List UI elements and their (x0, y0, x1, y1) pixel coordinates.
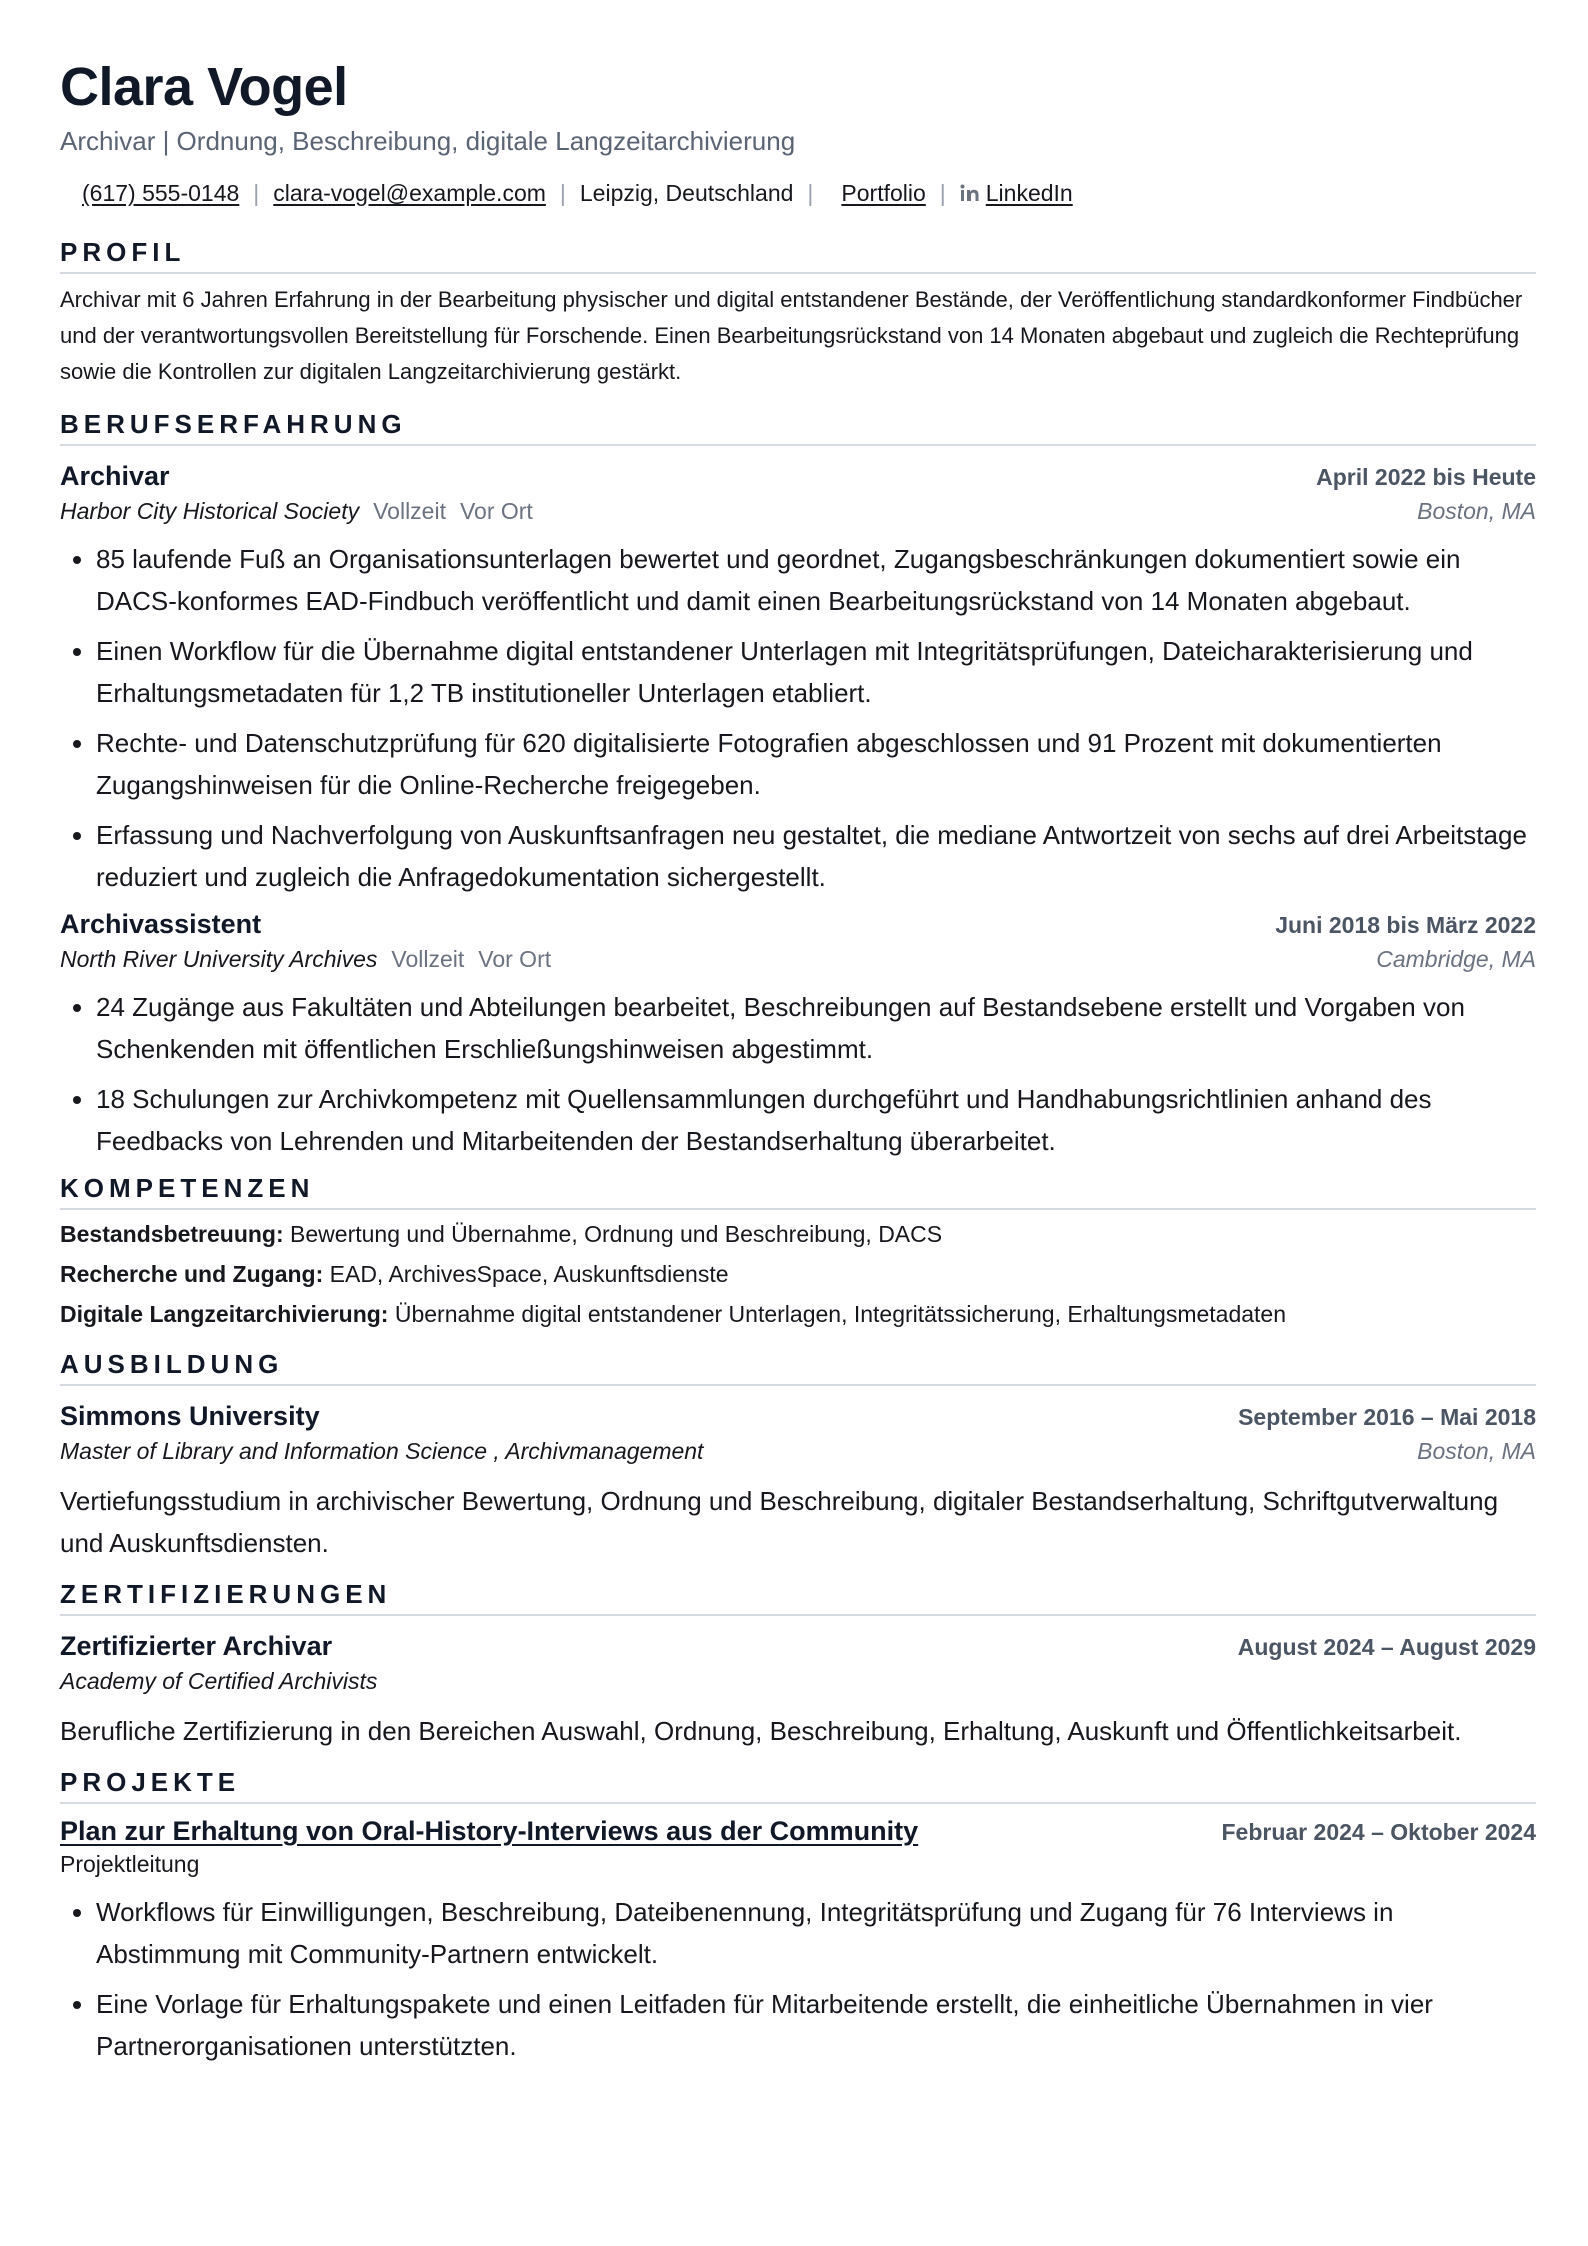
job-entry (60, 458, 1536, 898)
project-role: Projektleitung (60, 1851, 200, 1877)
job-dates: April 2022 bis Heute (1316, 464, 1536, 490)
job-bullets (60, 986, 1536, 1162)
certification-issuer: Academy of Certified Archivists (60, 1668, 378, 1694)
job-entry (60, 906, 1536, 1162)
skill-value: Übernahme digital entstandener Unterlagen, Integritätssicherung, Erhaltungsmetadaten (394, 1301, 1287, 1327)
skill-line (60, 1214, 1536, 1254)
job-location: Boston, MA (1417, 498, 1536, 524)
section-title-experience: BERUFSERFAHRUNG (60, 408, 1536, 446)
linkedin-link[interactable]: LinkedIn (985, 180, 1073, 206)
job-type: Vollzeit (391, 946, 465, 972)
certification-name: Zertifizierter Archivar (60, 1631, 333, 1661)
list-item: • Rechte- und Datenschutzprüfung für 620 digitalisierte Fotografien abgeschlossen und 91 Prozent mit dokumentierten Zugangshinweisen für die Online-Recherche freigegeben. (96, 722, 1536, 806)
separator: | (253, 180, 260, 206)
portfolio-link[interactable]: Portfolio (841, 180, 926, 206)
section-title-projects: PROJEKTE (60, 1766, 1536, 1804)
section-title-profile: PROFIL (60, 236, 1536, 274)
education-section (60, 1348, 1536, 1564)
separator: | (939, 180, 946, 206)
job-organization: North River University Archives (60, 946, 378, 972)
projects-section (60, 1766, 1536, 2067)
project-bullets (60, 1891, 1536, 2067)
skill-label: Recherche und Zugang: (60, 1261, 324, 1287)
job-dates: Juni 2018 bis März 2022 (1275, 912, 1536, 938)
section-title-certifications: ZERTIFIZIERUNGEN (60, 1578, 1536, 1616)
list-item: • 85 laufende Fuß an Organisationsunterlagen bewertet und geordnet, Zugangsbeschränkungen dokumentiert sowie ein DACS-konformes EAD-Findbuch veröffentlicht und damit einen Bearbeitungsrückstand von 14 Monaten abgebaut. (96, 538, 1536, 622)
degree: Master of Library and Information Science , Archivmanagement (60, 1438, 704, 1464)
job-title: Archivar (60, 461, 170, 491)
section-title-education: AUSBILDUNG (60, 1348, 1536, 1386)
skills-section (60, 1172, 1536, 1334)
location-text: Leipzig, Deutschland (579, 180, 794, 206)
job-mode: Vor Ort (459, 498, 533, 524)
project-title-link[interactable]: Plan zur Erhaltung von Oral-History-Interviews aus der Community (60, 1816, 919, 1846)
candidate-name: Clara Vogel (60, 57, 348, 117)
job-location: Cambridge, MA (1376, 946, 1536, 972)
job-organization: Harbor City Historical Society (60, 498, 360, 524)
skill-label: Digitale Langzeitarchivierung: (60, 1301, 389, 1327)
linkedin-icon (960, 184, 980, 202)
headline: Archivar | Ordnung, Beschreibung, digitale Langzeitarchivierung (60, 126, 796, 156)
contact-bar (60, 178, 1536, 208)
job-type: Vollzeit (373, 498, 446, 524)
project-dates: Februar 2024 – Oktober 2024 (1221, 1819, 1536, 1845)
list-item: • 18 Schulungen zur Archivkompetenz mit Quellensammlungen durchgeführt und Handhabungsrichtlinien anhand des Feedbacks von Lehrenden und Mitarbeitenden der Bestandserhaltung überarbeitet. (96, 1078, 1536, 1162)
profile-summary: Archivar mit 6 Jahren Erfahrung in der Bearbeitung physischer und digital entstandener Bestände, der Veröffentlichung standardkonformer Findbücher und der verantwortungsvollen Bereitstellung für Forschende. Einen Bearbeitungsrückstand von 14 Monaten abgebaut und zugleich die Rechteprüfung sowie die Kontrollen zur digitalen Langzeitarchivierung gestärkt. (60, 287, 1523, 384)
skill-line (60, 1294, 1536, 1334)
certification-entry (60, 1628, 1536, 1752)
skill-label: Bestandsbetreuung: (60, 1221, 284, 1247)
certification-description: Berufliche Zertifizierung in den Bereichen Auswahl, Ordnung, Beschreibung, Erhaltung, Auskunft und Öffentlichkeitsarbeit. (60, 1716, 1462, 1746)
skill-value: Bewertung und Übernahme, Ordnung und Beschreibung, DACS (290, 1221, 943, 1247)
certification-dates: August 2024 – August 2029 (1237, 1634, 1536, 1660)
education-entry (60, 1398, 1536, 1564)
skill-value: EAD, ArchivesSpace, Auskunftsdienste (329, 1261, 729, 1287)
email-link[interactable]: clara-vogel@example.com (273, 180, 546, 206)
skill-line (60, 1254, 1536, 1294)
certifications-section (60, 1578, 1536, 1752)
separator: | (807, 180, 814, 206)
project-entry (60, 1816, 1536, 2067)
job-title: Archivassistent (60, 909, 262, 939)
phone-link[interactable]: (617) 555-0148 (82, 180, 240, 206)
section-title-skills: KOMPETENZEN (60, 1172, 1536, 1210)
list-item: • Eine Vorlage für Erhaltungspakete und einen Leitfaden für Mitarbeitende erstellt, die einheitliche Übernahmen in vier Partnerorganisationen unterstützten. (96, 1983, 1536, 2067)
education-description: Vertiefungsstudium in archivischer Bewertung, Ordnung und Beschreibung, digitaler Bestandserhaltung, Schriftgutverwaltung und Auskunftsdiensten. (60, 1486, 1499, 1558)
list-item: • Erfassung und Nachverfolgung von Auskunftsanfragen neu gestaltet, die mediane Antwortzeit von sechs auf drei Arbeitstage reduziert und zugleich die Anfragedokumentation sichergestellt. (96, 814, 1536, 898)
list-item: • Einen Workflow für die Übernahme digital entstandener Unterlagen mit Integritätsprüfungen, Dateicharakterisierung und Erhaltungsmetadaten für 1,2 TB institutioneller Unterlagen etabliert. (96, 630, 1536, 714)
list-item: • Workflows für Einwilligungen, Beschreibung, Dateibenennung, Integritätsprüfung und Zugang für 76 Interviews in Abstimmung mit Community-Partnern entwickelt. (96, 1891, 1536, 1975)
education-location: Boston, MA (1417, 1438, 1536, 1464)
job-mode: Vor Ort (478, 946, 552, 972)
school-name: Simmons University (60, 1401, 320, 1431)
education-dates: September 2016 – Mai 2018 (1238, 1404, 1536, 1430)
separator: | (559, 180, 566, 206)
list-item: • 24 Zugänge aus Fakultäten und Abteilungen bearbeitet, Beschreibungen auf Bestandsebene erstellt und Vorgaben von Schenkenden mit öffentlichen Erschließungshinweisen abgestimmt. (96, 986, 1536, 1070)
profile-section (60, 236, 1536, 390)
experience-section (60, 408, 1536, 1162)
job-bullets (60, 538, 1536, 898)
